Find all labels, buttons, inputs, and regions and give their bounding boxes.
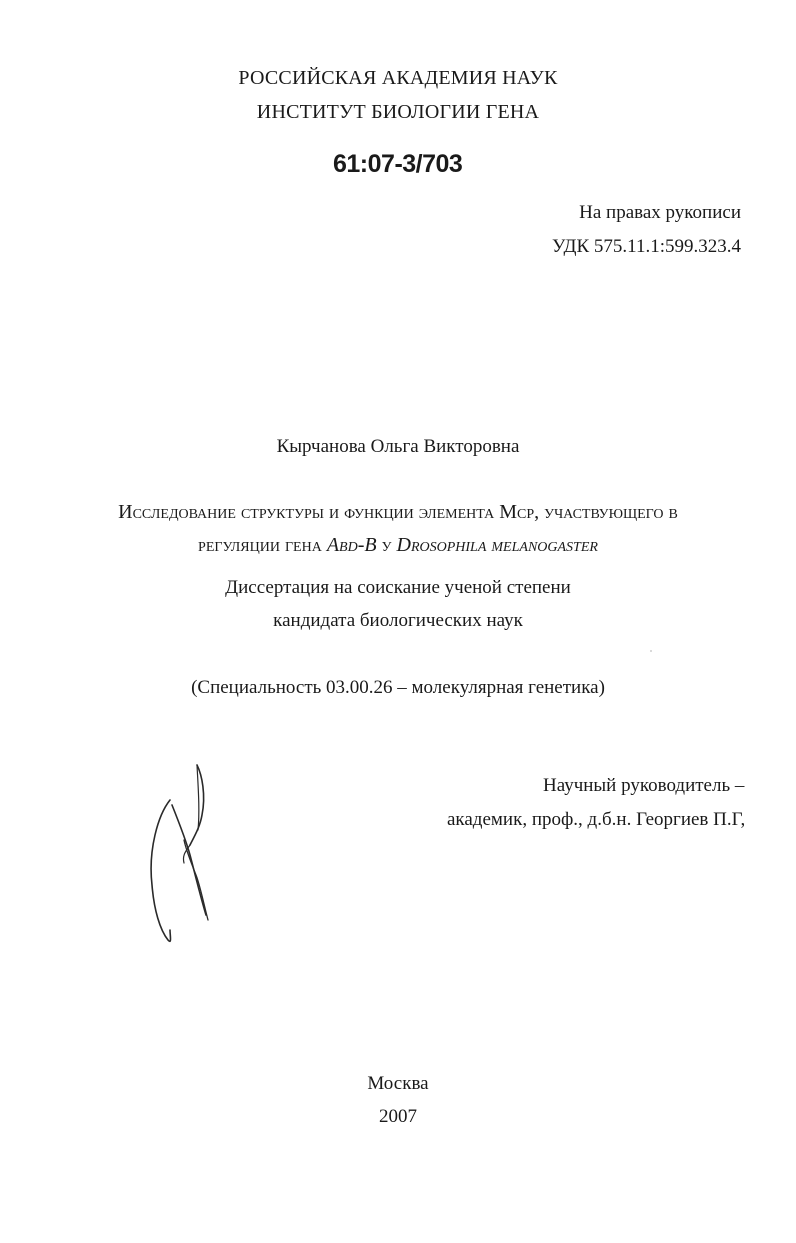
year: 2007 <box>379 1106 417 1127</box>
archive-stamp-code: 61:07-3/703 <box>333 150 463 178</box>
supervisor-label: Научный руководитель – <box>543 775 745 796</box>
specialty-line: (Специальность 03.00.26 – молекулярная генетика) <box>191 677 605 698</box>
author-name: Кырчанова Ольга Викторовна <box>276 436 520 457</box>
gene-name: Abd-B <box>326 534 377 556</box>
udc-code: УДК 575.11.1:599.323.4 <box>552 236 741 257</box>
title-line-2-middle: у <box>376 534 397 556</box>
title-line-2 <box>0 533 796 557</box>
thesis-degree-line-1: Диссертация на соискание ученой степени <box>225 577 571 598</box>
paper-speck <box>650 650 652 652</box>
institute-heading: ИНСТИТУТ БИОЛОГИИ ГЕНА <box>256 101 540 123</box>
city: Москва <box>367 1073 429 1094</box>
thesis-degree-line-2: кандидата биологических наук <box>273 610 523 631</box>
supervisor-name: академик, проф., д.б.н. Георгиев П.Г, <box>447 809 746 830</box>
manuscript-rights-note: На правах рукописи <box>579 202 741 223</box>
academy-heading: РОССИЙСКАЯ АКАДЕМИЯ НАУК <box>238 67 558 89</box>
title-line-1: Исследование структуры и функции элемента Mcp, участвующего в <box>118 501 678 523</box>
title-line-2-prefix: регуляции гена <box>198 534 327 556</box>
organism-name: Drosophila melanogaster <box>396 534 598 556</box>
handwritten-signature <box>140 755 230 955</box>
